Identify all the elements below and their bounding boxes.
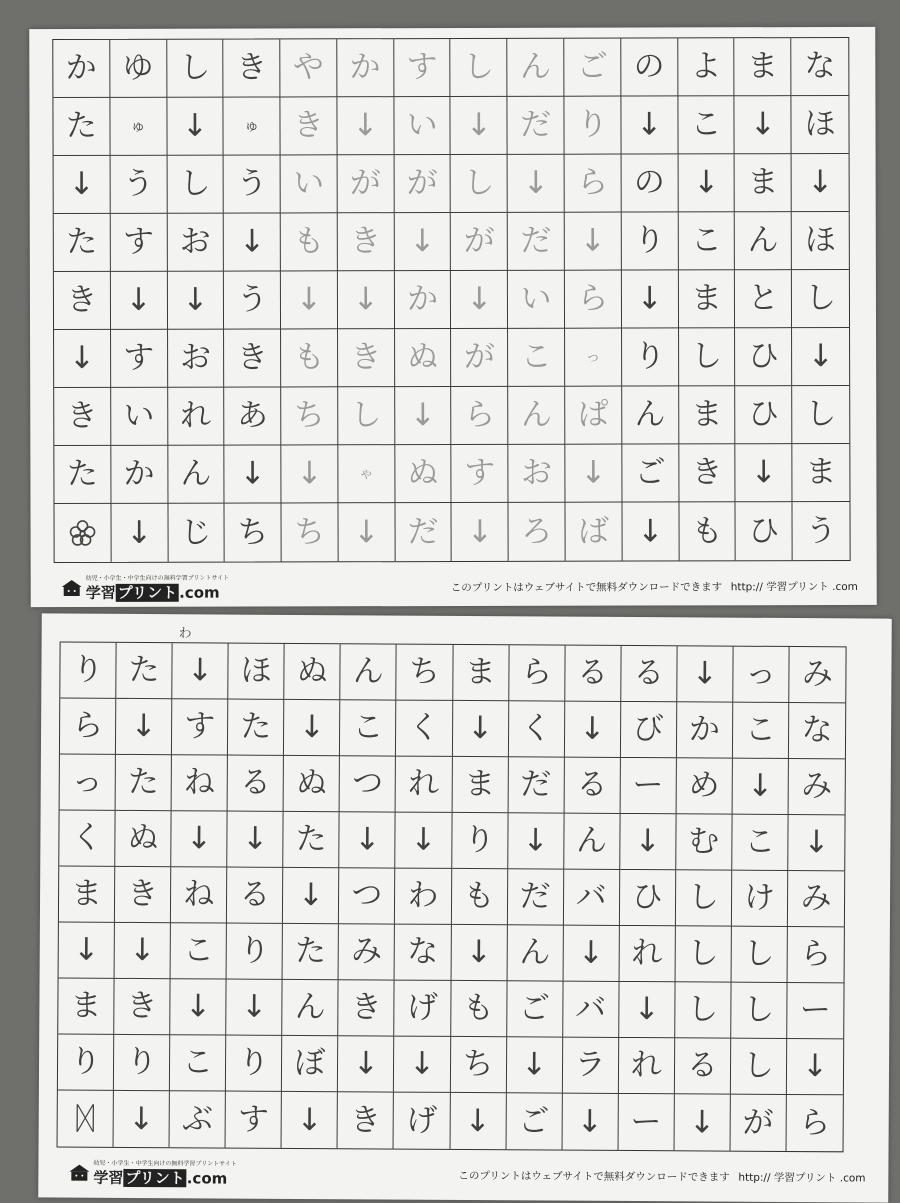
grid-cell: ち xyxy=(450,1037,506,1093)
grid-cell: ま xyxy=(453,645,509,701)
grid-cell: ら xyxy=(509,645,565,701)
grid-cell: な xyxy=(395,925,451,981)
grid-cell: み xyxy=(339,924,395,980)
grid-cell: る xyxy=(227,868,283,924)
grid-cell: が xyxy=(452,329,509,387)
brand-name xyxy=(93,1167,236,1189)
grid-cell: ま xyxy=(59,867,115,923)
grid-cell: ご xyxy=(507,981,563,1037)
grid-cell: ラ xyxy=(563,1038,619,1094)
grid-cell: や xyxy=(280,39,337,97)
grid-cell: と xyxy=(735,270,792,328)
grid-cell: ↓ xyxy=(396,813,452,869)
grid-cell: る xyxy=(565,646,621,702)
grid-cell: ↓ xyxy=(167,272,224,330)
grid-cell: ぬ xyxy=(285,644,341,700)
grid-cell: ぬ xyxy=(115,811,171,867)
grid-cell: ご xyxy=(564,39,621,97)
grid-cell: お xyxy=(167,214,224,272)
grid-cell: が xyxy=(337,155,394,213)
grid-cell: り xyxy=(622,212,679,270)
grid-cell: む xyxy=(676,814,732,870)
grid-cell: ひ xyxy=(620,870,676,926)
grid-cell: ー xyxy=(620,758,676,814)
brand-name-c: .com xyxy=(179,583,220,602)
grid-cell: り xyxy=(114,1035,170,1091)
grid-cell: う xyxy=(805,512,837,549)
grid-cell: お xyxy=(509,445,566,503)
grid-cell: ま xyxy=(679,386,736,444)
grid-cell: め xyxy=(676,758,732,814)
grid-cell: じ xyxy=(168,504,225,562)
grid-cell: も xyxy=(281,213,338,271)
schoolhouse-logo-icon xyxy=(61,579,83,597)
grid-cell: ↓ xyxy=(283,868,339,924)
grid-cell: ↓ xyxy=(452,503,509,561)
grid-cell: だ xyxy=(508,213,565,271)
grid-cell: ぼ xyxy=(282,1036,338,1092)
grid-cell: ↓ xyxy=(562,1094,618,1150)
grid-cell: た xyxy=(228,700,284,756)
grid-cell: き xyxy=(224,39,281,97)
grid-cell: ↓ xyxy=(281,271,338,329)
grid-cell: ん xyxy=(622,386,679,444)
grid-cell: す xyxy=(172,699,228,755)
grid-cell: ね xyxy=(172,755,228,811)
worksheet-bottom xyxy=(38,613,892,1202)
grid-cell: ↓ xyxy=(282,1092,338,1148)
grid-cell: つ xyxy=(339,868,395,924)
grid-cell: ん xyxy=(508,387,565,445)
grid-cell: ひ xyxy=(736,502,793,560)
grid-cell: ↓ xyxy=(619,982,675,1038)
schoolhouse-logo-icon xyxy=(68,1164,90,1182)
grid-cell: ↓ xyxy=(337,97,394,155)
grid-cell: よ xyxy=(678,38,735,96)
grid-cell: し xyxy=(338,387,395,445)
grid-cell: う xyxy=(224,271,281,329)
grid-cell: た xyxy=(116,755,172,811)
worksheet-top xyxy=(29,27,877,607)
grid-cell: き xyxy=(54,272,111,330)
grid-cell: ↓ xyxy=(59,923,115,979)
grid-cell: だ xyxy=(507,869,563,925)
grid-cell: だ xyxy=(508,757,564,813)
grid-cell: く xyxy=(508,701,564,757)
grid-cell: こ xyxy=(678,96,735,154)
grid-cell: ↓ xyxy=(506,1037,562,1093)
grid-cell: き xyxy=(115,867,171,923)
grid-cell: ↓ xyxy=(563,926,619,982)
brand-name-a: 学習 xyxy=(85,583,116,602)
grid-cell: ち xyxy=(397,645,453,701)
grid-cell: ↓ xyxy=(395,387,452,445)
grid-cell: け xyxy=(732,871,788,927)
grid-cell: ゅ xyxy=(110,98,167,156)
grid-cell: る xyxy=(228,756,284,812)
worksheet-footer xyxy=(31,573,877,601)
grid-cell: ら xyxy=(799,1104,831,1141)
grid-cell: り xyxy=(226,1036,282,1092)
grid-cell: ↓ xyxy=(281,445,338,503)
grid-cell: ↓ xyxy=(508,155,565,213)
grid-cell: っ xyxy=(60,755,116,811)
grid-cell: れ xyxy=(396,757,452,813)
grid-cell: バ xyxy=(563,982,619,1038)
grid-cell: た xyxy=(53,98,110,156)
brand-tagline: 幼児・小学生・中学生向けの無料学習プリントサイト xyxy=(85,574,230,582)
grid-cell: ↓ xyxy=(621,96,678,154)
grid-cell: ↓ xyxy=(735,96,792,154)
grid-cell: ち xyxy=(225,503,282,561)
site-url: http:// 学習プリント .com xyxy=(730,580,858,593)
grid-cell: ↓ xyxy=(167,98,224,156)
grid-cell: ぬ xyxy=(395,445,452,503)
grid-cell: く xyxy=(59,811,115,867)
grid-cell: た xyxy=(284,812,340,868)
grid-cell: ↓ xyxy=(732,759,788,815)
grid-cell: ん xyxy=(735,212,792,270)
grid-cell: も xyxy=(451,981,507,1037)
download-notice: このプリントはウェブサイトで無料ダウンロードできます xyxy=(458,1169,730,1184)
grid-cell: ↓ xyxy=(224,213,281,271)
grid-cell: こ xyxy=(171,923,227,979)
grid-cell: み xyxy=(788,871,844,927)
grid-cell: ↓ xyxy=(114,1091,170,1147)
grid-cell: ろ xyxy=(509,503,566,561)
grid-cell: し xyxy=(675,982,731,1038)
grid-cell: ば xyxy=(566,503,623,561)
grid-cell: ま xyxy=(679,270,736,328)
grid-cell: り xyxy=(58,1035,114,1091)
grid-cell: り xyxy=(452,813,508,869)
grid-cell: ↓ xyxy=(451,271,508,329)
grid-cell: び xyxy=(621,702,677,758)
grid-cell: ᛞ xyxy=(58,1091,114,1147)
grid-cell: た xyxy=(283,924,339,980)
grid-cell: わ xyxy=(395,869,451,925)
site-url: http:// 学習プリント .com xyxy=(738,1171,866,1184)
grid-cell: ご xyxy=(622,444,679,502)
grid-cell: ↓ xyxy=(394,1037,450,1093)
grid-cell: ひ xyxy=(735,328,792,386)
grid-cell: ま xyxy=(793,444,850,502)
grid-cell: ね xyxy=(171,867,227,923)
grid-cell: ↓ xyxy=(338,271,395,329)
grid-cell: し xyxy=(451,39,508,97)
grid-cell: ↓ xyxy=(394,213,451,271)
grid-cell: ー xyxy=(618,1094,674,1150)
grid-cell: す xyxy=(111,214,168,272)
grid-cell: ぱ xyxy=(565,387,622,445)
grid-cell: ↓ xyxy=(170,979,226,1035)
grid-cell: ↓ xyxy=(54,330,111,388)
grid-cell: が xyxy=(394,155,451,213)
grid-cell: も xyxy=(679,502,736,560)
grid-cell: す xyxy=(452,445,509,503)
grid-cell: こ xyxy=(340,700,396,756)
grid-cell: ↓ xyxy=(622,502,679,560)
grid-cell: り xyxy=(60,643,116,699)
brand-name-b: プリント xyxy=(117,583,178,602)
brand xyxy=(68,1158,237,1189)
grid-cell: し xyxy=(451,155,508,213)
grid-cell: だ xyxy=(508,97,565,155)
grid-cell: ら xyxy=(60,699,116,755)
grid-cell: た xyxy=(54,446,111,504)
grid-cell: ら xyxy=(565,271,622,329)
grid-cell: す xyxy=(111,330,168,388)
grid-cell: ↓ xyxy=(565,445,622,503)
grid-cell: な xyxy=(789,703,845,759)
grid-cell: し xyxy=(676,870,732,926)
grid-cell: れ xyxy=(619,1038,675,1094)
grid-cell: ↓ xyxy=(451,97,508,155)
grid-cell: し xyxy=(731,983,787,1039)
grid-cell: ↓ xyxy=(565,702,621,758)
grid-cell: が xyxy=(730,1095,786,1151)
brand xyxy=(61,573,229,603)
grid-cell: り xyxy=(227,924,283,980)
grid-cell: あ xyxy=(225,387,282,445)
grid-cell: ↓ xyxy=(172,643,228,699)
grid-cell: き xyxy=(224,329,281,387)
grid-cell: こ xyxy=(678,212,735,270)
grid-cell: ↓ xyxy=(677,646,733,702)
grid-cell: ↓ xyxy=(54,156,111,214)
grid-cell: も xyxy=(281,329,338,387)
grid-cell: バ xyxy=(564,870,620,926)
grid-cell: し xyxy=(731,927,787,983)
grid-cell: ↓ xyxy=(226,980,282,1036)
grid-cell: ま xyxy=(58,979,114,1035)
grid-cell: ん xyxy=(341,644,397,700)
grid-cell: た xyxy=(54,214,111,272)
grid-cell: ↓ xyxy=(788,815,844,871)
grid-cell: げ xyxy=(394,1093,450,1149)
grid-cell: ↓ xyxy=(227,812,283,868)
grid-cell: ほ xyxy=(792,96,849,154)
flower-doodle-icon xyxy=(67,518,97,548)
grid-cell: ↓ xyxy=(508,813,564,869)
grid-cell: か xyxy=(395,271,452,329)
grid-cell: ↓ xyxy=(787,1039,843,1095)
grid-cell: な xyxy=(791,38,848,96)
writing-grid xyxy=(52,37,850,563)
grid-cell: ま xyxy=(735,38,792,96)
grid-cell: い xyxy=(394,97,451,155)
grid-cell: り xyxy=(622,328,679,386)
grid-cell: ↓ xyxy=(111,272,168,330)
grid-cell: の xyxy=(621,38,678,96)
grid-cell: こ xyxy=(732,815,788,871)
grid-cell: か xyxy=(337,39,394,97)
brand-name-a: 学習 xyxy=(93,1168,124,1187)
grid-cell: こ xyxy=(733,703,789,759)
grid-cell: る xyxy=(675,1038,731,1094)
grid-cell: も xyxy=(451,869,507,925)
grid-cell: き xyxy=(339,980,395,1036)
grid-cell: ひ xyxy=(736,386,793,444)
grid-cell: か xyxy=(677,702,733,758)
grid-cell: き xyxy=(338,329,395,387)
grid-cell: こ xyxy=(170,1035,226,1091)
grid-cell: れ xyxy=(619,926,675,982)
grid-cell: ほ xyxy=(792,212,849,270)
grid-cell: ゃ xyxy=(338,445,395,503)
grid-cell: る xyxy=(564,758,620,814)
grid-cell: ん xyxy=(282,980,338,1036)
grid-cell: ほ xyxy=(228,644,284,700)
grid-cell: し xyxy=(167,156,224,214)
grid-cell: っ xyxy=(733,647,789,703)
download-notice: このプリントはウェブサイトで無料ダウンロードできます xyxy=(450,580,723,594)
grid-cell: ↓ xyxy=(340,812,396,868)
grid-cell: ↓ xyxy=(678,154,735,212)
grid-cell: す xyxy=(226,1092,282,1148)
grid-cell: ん xyxy=(168,446,225,504)
grid-cell: き xyxy=(338,213,395,271)
grid-cell: ↓ xyxy=(225,445,282,503)
grid-cell: れ xyxy=(168,388,225,446)
grid-cell: か xyxy=(53,40,110,98)
grid-cell: き xyxy=(338,1092,394,1148)
grid-cell: ん xyxy=(507,925,563,981)
grid-cell: ↓ xyxy=(452,701,508,757)
grid-cell: の xyxy=(621,154,678,212)
grid-cell: ー xyxy=(787,983,843,1039)
grid-cell: ↓ xyxy=(284,700,340,756)
grid-cell: ち xyxy=(281,387,338,445)
grid-cell: ↓ xyxy=(622,270,679,328)
grid-cell: ↓ xyxy=(565,213,622,271)
grid-cell: ↓ xyxy=(674,1094,730,1150)
grid-cell: ↓ xyxy=(116,699,172,755)
grid-cell: ↓ xyxy=(451,925,507,981)
grid-cell: ん xyxy=(564,814,620,870)
grid-cell: い xyxy=(111,388,168,446)
grid-cell: し xyxy=(167,40,224,98)
grid-cell: い xyxy=(281,155,338,213)
grid-cell: ま xyxy=(452,757,508,813)
grid-cell: ↓ xyxy=(620,814,676,870)
grid-cell: ↓ xyxy=(792,154,849,212)
grid-cell: ゆ xyxy=(110,40,167,98)
grid-cell: っ xyxy=(565,329,622,387)
grid-cell: し xyxy=(675,926,731,982)
grid-cell: し xyxy=(679,328,736,386)
grid-cell: り xyxy=(564,97,621,155)
grid-cell: み xyxy=(788,759,844,815)
grid-cell: す xyxy=(394,39,451,97)
grid-cell: う xyxy=(110,156,167,214)
grid-cell: ら xyxy=(787,927,843,983)
grid-cell: ↓ xyxy=(736,444,793,502)
grid-cell: げ xyxy=(395,981,451,1037)
grid-cell: ↓ xyxy=(338,1036,394,1092)
grid-cell: ち xyxy=(282,503,339,561)
grid-cell: き xyxy=(114,979,170,1035)
grid-cell: う xyxy=(224,155,281,213)
grid-cell: し xyxy=(792,386,849,444)
grid-cell: し xyxy=(792,270,849,328)
grid-cell: み xyxy=(789,647,845,703)
grid-cell: こ xyxy=(508,329,565,387)
grid-cell: ま xyxy=(735,154,792,212)
grid-cell: き xyxy=(281,97,338,155)
grid-cell: お xyxy=(168,330,225,388)
grid-cell: ↓ xyxy=(115,923,171,979)
grid-cell: ぬ xyxy=(395,329,452,387)
grid-cell: ん xyxy=(508,39,565,97)
grid-cell: ↓ xyxy=(792,328,849,386)
grid-cell: ↓ xyxy=(338,503,395,561)
grid-cell: ら xyxy=(452,387,509,445)
brand-name-b: プリント xyxy=(125,1168,185,1188)
grid-cell: ↓ xyxy=(450,1093,506,1149)
grid-cell: る xyxy=(621,646,677,702)
brand-tagline: 幼児・小学生・中学生向けの無料学習プリントサイト xyxy=(93,1159,237,1168)
grid-cell: ぶ xyxy=(170,1091,226,1147)
brand-name-c: .com xyxy=(186,1169,228,1188)
flower-doodle-cell xyxy=(54,504,111,562)
grid-cell: か xyxy=(111,446,168,504)
margin-note: わ xyxy=(178,626,192,642)
grid-cell: だ xyxy=(395,503,452,561)
writing-grid xyxy=(57,642,847,1153)
grid-cell: ↓ xyxy=(111,504,168,562)
grid-cell: き xyxy=(679,444,736,502)
grid-cell: し xyxy=(731,1039,787,1095)
grid-cell: ↓ xyxy=(171,811,227,867)
grid-cell: た xyxy=(116,643,172,699)
worksheet-footer xyxy=(38,1159,888,1190)
grid-cell: い xyxy=(508,271,565,329)
grid-cell: ゅ xyxy=(224,97,281,155)
grid-cell: ご xyxy=(506,1093,562,1149)
grid-cell: が xyxy=(451,213,508,271)
grid-cell: ぬ xyxy=(284,756,340,812)
grid-cell: ら xyxy=(565,155,622,213)
grid-cell: つ xyxy=(340,756,396,812)
grid-cell: き xyxy=(54,388,111,446)
grid-cell: く xyxy=(396,701,452,757)
brand-name xyxy=(86,582,229,603)
